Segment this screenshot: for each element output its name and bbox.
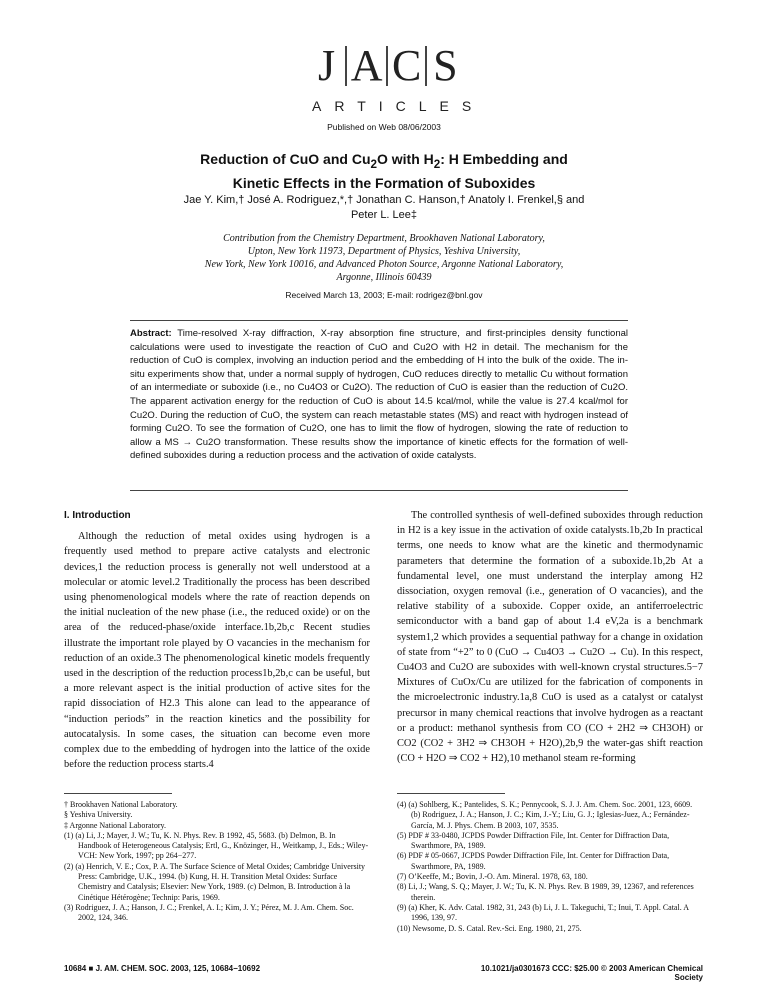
authors-line-1: Jae Y. Kim,† José A. Rodriguez,*,† Jonathan C. Hanson,† Anatoly I. Frenkel,§ and [183, 194, 585, 206]
logo-divider [386, 46, 387, 86]
abstract [130, 327, 628, 463]
section-heading: I. Introduction [64, 510, 131, 521]
footnotes-right [397, 800, 703, 934]
publication-date: Published on Web 08/06/2003 [327, 122, 441, 132]
received-date: Received March 13, 2003; E-mail: rodrigez@bnl.gov [285, 290, 483, 300]
footnote-rule-left [64, 793, 172, 794]
footnote: (7) O’Keeffe, M.; Bovin, J.-O. Am. Mineral. 1978, 63, 180. [397, 872, 588, 882]
footnote: † Brookhaven National Laboratory. [64, 800, 178, 809]
logo-letter-s: S [433, 41, 458, 90]
left-column [64, 508, 370, 772]
footnote: (5) PDF # 33-0480, JCPDS Powder Diffraction File, Int. Center for Diffraction Data, Swarthmore, PA, 1989. [397, 830, 670, 851]
abstract-bottom-rule [130, 490, 628, 491]
footnote: (9) (a) Kher, K. Adv. Catal. 1982, 31, 243 (b) Li, J. L. Takeguchi, T.; Inui, T. Appl. Catal. A 1996, 139, 97. [397, 902, 689, 923]
intro-paragraph: Although the reduction of metal oxides using hydrogen is a frequently used method to prepare active catalysts and electronic devices,1 the reduction process is generally not well understood at a molecular or atomic level.2 Traditionally the process has been described using phenomenological models where the rate of reaction depends on the initial nucleation of the new phase (i.e., the reduced oxide) or on the area of the reduced-phase/oxide interface.1b,2b,c Recent studies illustrate the important role played by O vacancies in the mechanism for reduction of an oxide.3 The phenomenological kinetic models frequently used in the description of the reduction process1b,2b,c can be useful, but a more relevant aspect is the initial production of active sites for the rapid dissociation of H2.3 This alone can lead to the appearance of “induction periods” in the reaction kinetics and the possibility for autocatalysis. In some cases, the situation can become even more complex due to the embedding of hydrogen into the lattice of the oxide before the reduction process starts.4 [64, 531, 370, 771]
title-line-2: Kinetic Effects in the Formation of Suboxides [232, 174, 536, 191]
logo-letter-c: C [391, 41, 422, 90]
affiliation-line: Argonne, Illinois 60439 [336, 272, 432, 283]
affiliation-line: Upton, New York 11973, Department of Physics, Yeshiva University, [247, 246, 521, 257]
logo-divider [345, 46, 346, 86]
title-line-1: Reduction of CuO and $Cu_2O$ with $H_2$: H Embedding and [200, 151, 568, 171]
footnote: § Yeshiva University. [64, 810, 133, 820]
right-column [397, 508, 703, 766]
author-list [150, 193, 618, 223]
journal-citation: J. AM. CHEM. SOC. 2003, 125, 10684−10692 [95, 964, 261, 973]
abstract-text: Time-resolved X-ray diffraction, X-ray absorption fine structure, and first-principles density functional calculations were used to investigate the reaction of CuO and Cu2O with H2 in detail. The mechanism for the reduction of CuO is complex, involving an induction period and the embedding of H into the bulk of the oxide. The in-situ experiments show that, under a normal supply of hydrogen, CuO reduces directly to metallic Cu without formation of an intermediate or suboxide (i.e., no Cu4O3 or Cu2O). The reduction of CuO is easier than the reduction of Cu2O. The apparent activation energy for the reduction of CuO is about 14.5 kcal/mol, while the value is 27.4 kcal/mol for Cu2O. During the reduction of CuO, the system can reach metastable states (MS) and react with hydrogen instead of forming Cu2O. To see the formation of Cu2O, one has to limit the flow of hydrogen, slowing the rate of reduction to allow a MS → Cu2O transformation. These results show the importance of kinetic effects for the formation of well-defined suboxides during a reduction process and the activation of oxide catalysts. [130, 328, 629, 462]
footnote: (2) (a) Henrich, V. E.; Cox, P. A. The Surface Science of Metal Oxides; Cambridge University Press: Cambridge, U.K., 1994. (b) Kung, H. H. Transition Metal Oxides: Surface Chemistry and Catalysis; Elsevier: New York, 1989. (c) Delmon, B. Introduction à la Cinétique Hétérogène; Technip: Paris, 1969. [64, 861, 366, 902]
logo-letter-j: J [318, 41, 336, 90]
abstract-label: Abstract: [130, 328, 172, 339]
logo-divider [425, 46, 426, 86]
section-label: ARTICLES [312, 98, 485, 114]
footer-left [64, 964, 260, 973]
affiliation-line: New York, New York 10016, and Advanced Photon Source, Argonne National Laboratory, [204, 259, 564, 270]
doi-copyright: 10.1021/ja0301673 CCC: $25.00 © 2003 American Chemical Society [480, 964, 703, 982]
body-paragraph: The controlled synthesis of well-defined suboxides through reduction in H2 is a key issue in the activation of oxide catalysts.1b,2b In practical terms, one needs to know what are the kinetic and thermodynamic parameters that determine the formation of a suboxide.1b,2b At a fundamental level, one must understand the interplay among H2 dissociation, oxygen removal (i.e., generation of O vacancies), and the relative stability of a suboxide. Copper oxide, an antiferroelectric semiconductor with a band gap of about 1.4 eV,2a is a benchmark system1,2 which provides a sequential pathway for a change in oxidation of state from “+2” to 0 (CuO → Cu4O3 → Cu2O → Cu). In this respect, Cu4O3 and Cu2O are suboxides with well-known crystal structures.5−7 Mixtures of CuOx/Cu are utilized for the fabrication of components in the microelectronic industry.1a,8 CuO is used as a catalyst or catalyst precursor in many chemical reactions that involve hydrogen as a reactant or a product: methanol synthesis from CO (CO + 2H2 ⇒ CH3OH) or CO2 (CO2 + 3H2 ⇒ CH3OH + H2O),2b,9 the water-gas shift reaction (CO + H2O ⇒ CO2 + H2),10 methanol steam re-forming [397, 510, 703, 765]
abstract-top-rule [130, 320, 628, 321]
article-title [150, 150, 618, 192]
affiliation [150, 232, 618, 284]
footnote-rule-right [397, 793, 505, 794]
footnote: ‡ Argonne National Laboratory. [64, 820, 166, 830]
footnote: (3) Rodriguez, J. A.; Hanson, J. C.; Frenkel, A. I.; Kim, J. Y.; Pérez, M. J. Am. Chem. Soc. 2002, 124, 346. [64, 902, 354, 923]
footnote: (10) Newsome, D. S. Catal. Rev.-Sci. Eng. 1980, 21, 275. [397, 923, 582, 933]
page-number: 10684 [64, 964, 87, 973]
affiliation-line: Contribution from the Chemistry Department, Brookhaven National Laboratory, [223, 233, 545, 244]
logo-letter-a: A [350, 41, 383, 90]
footnote: (1) (a) Li, J.; Mayer, J. W.; Tu, K. N. Phys. Rev. B 1992, 45, 5683. (b) Delmon, B. In Handbook of Heterogeneous Catalysis; Ertl, G., Knözinger, H., Weitkamp, J., Eds.; Wiley-VCH: New York, 1997; pp 264−277. [64, 830, 369, 861]
footnote: (8) Li, J.; Wang, S. Q.; Mayer, J. W.; Tu, K. N. Phys. Rev. B 1989, 39, 12367, and references therein. [397, 882, 694, 902]
footnote: (6) PDF # 05-0667, JCPDS Powder Diffraction File, Int. Center for Diffraction Data, Swarthmore, PA, 1989. [397, 851, 670, 871]
authors-line-2: Peter L. Lee‡ [350, 209, 418, 221]
footnotes-left [64, 800, 370, 924]
footer-right [453, 964, 703, 982]
footer-bullet-icon: ■ [88, 964, 94, 973]
jacs-logo [312, 41, 460, 90]
footnote: (4) (a) Sohlberg, K.; Pantelides, S. K.; Pennycook, S. J. J. Am. Chem. Soc. 2001, 123, 6609. (b) Rodriguez, J. A.; Hanson, J. C.; Kim, J.-Y.; Liu, G. J.; Iglesias-Juez, A.; Fernández-García, M. J. Phys. Chem. B 2003, 107, 3535. [397, 800, 693, 830]
